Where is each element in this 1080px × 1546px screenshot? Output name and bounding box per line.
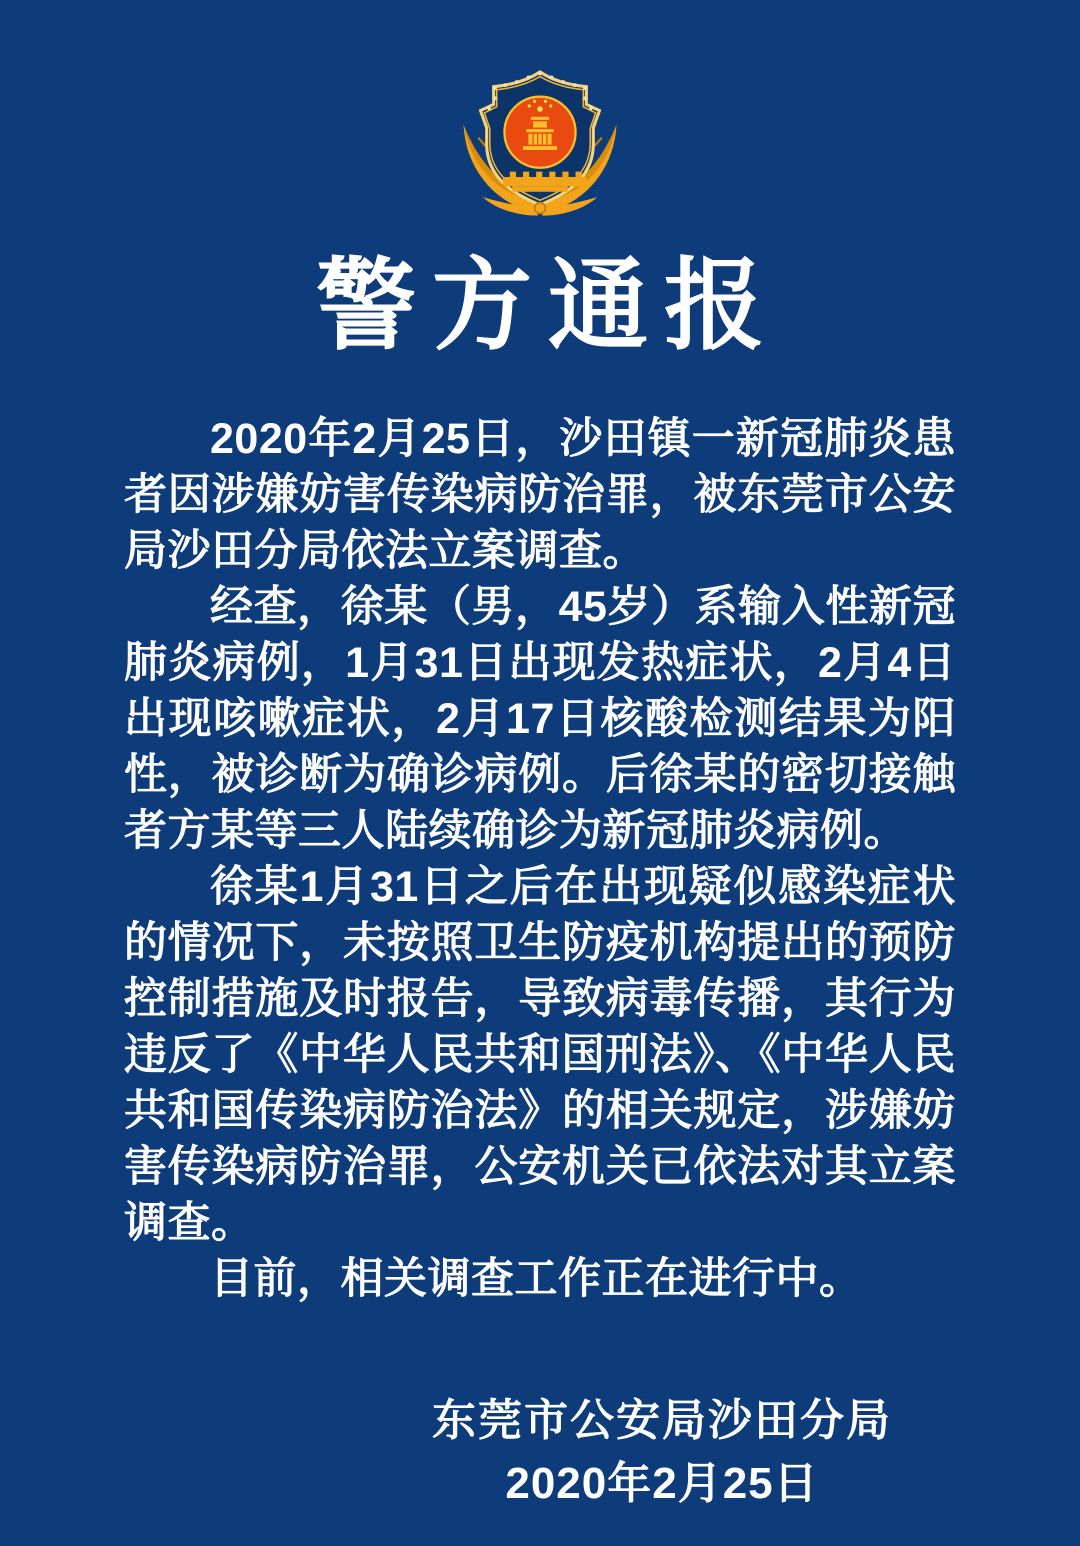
- police-badge-icon: [455, 64, 625, 219]
- wreath-knot-icon: [535, 203, 546, 214]
- signature-agency: 东莞市公安局沙田分局: [432, 1396, 892, 1445]
- notice-paragraph-4: 目前，相关调查工作正在进行中。: [210, 1255, 863, 1303]
- notice-paragraph-2: 经查，徐某（男，45岁）系输入性新冠肺炎病例，1月31日出现发热症状，2月4日出现咳嗽症状，2月17日核酸检测结果为阳性，被诊断为确诊病例。后徐某的密切接触者方某等三人陆续确诊为新冠肺炎病例。: [124, 583, 956, 855]
- signature-date: 2020年2月25日: [505, 1459, 819, 1508]
- national-emblem-icon: [504, 97, 575, 168]
- notice-paragraph-1: 2020年2月25日，沙田镇一新冠肺炎患者因涉嫌妨害传染病防治罪，被东莞市公安局沙田分局依法立案调查。: [124, 415, 956, 575]
- police-badge-emblem: [455, 64, 625, 219]
- notice-body: [124, 411, 956, 1307]
- signature-inner: [432, 1389, 892, 1515]
- notice-paragraph-3: 徐某1月31日之后在出现疑似感染症状的情况下，未按照卫生防疫机构提出的预防控制措施及时报告，导致病毒传播，其行为违反了《中华人民共和国刑法》、《中华人民共和国传染病防治法》的相关规定，涉嫌妨害传染病防治罪，公安机关已依法对其立案调查。: [124, 863, 956, 1247]
- signature-block: [0, 1389, 1080, 1515]
- notice-title: 警方通报: [316, 250, 780, 362]
